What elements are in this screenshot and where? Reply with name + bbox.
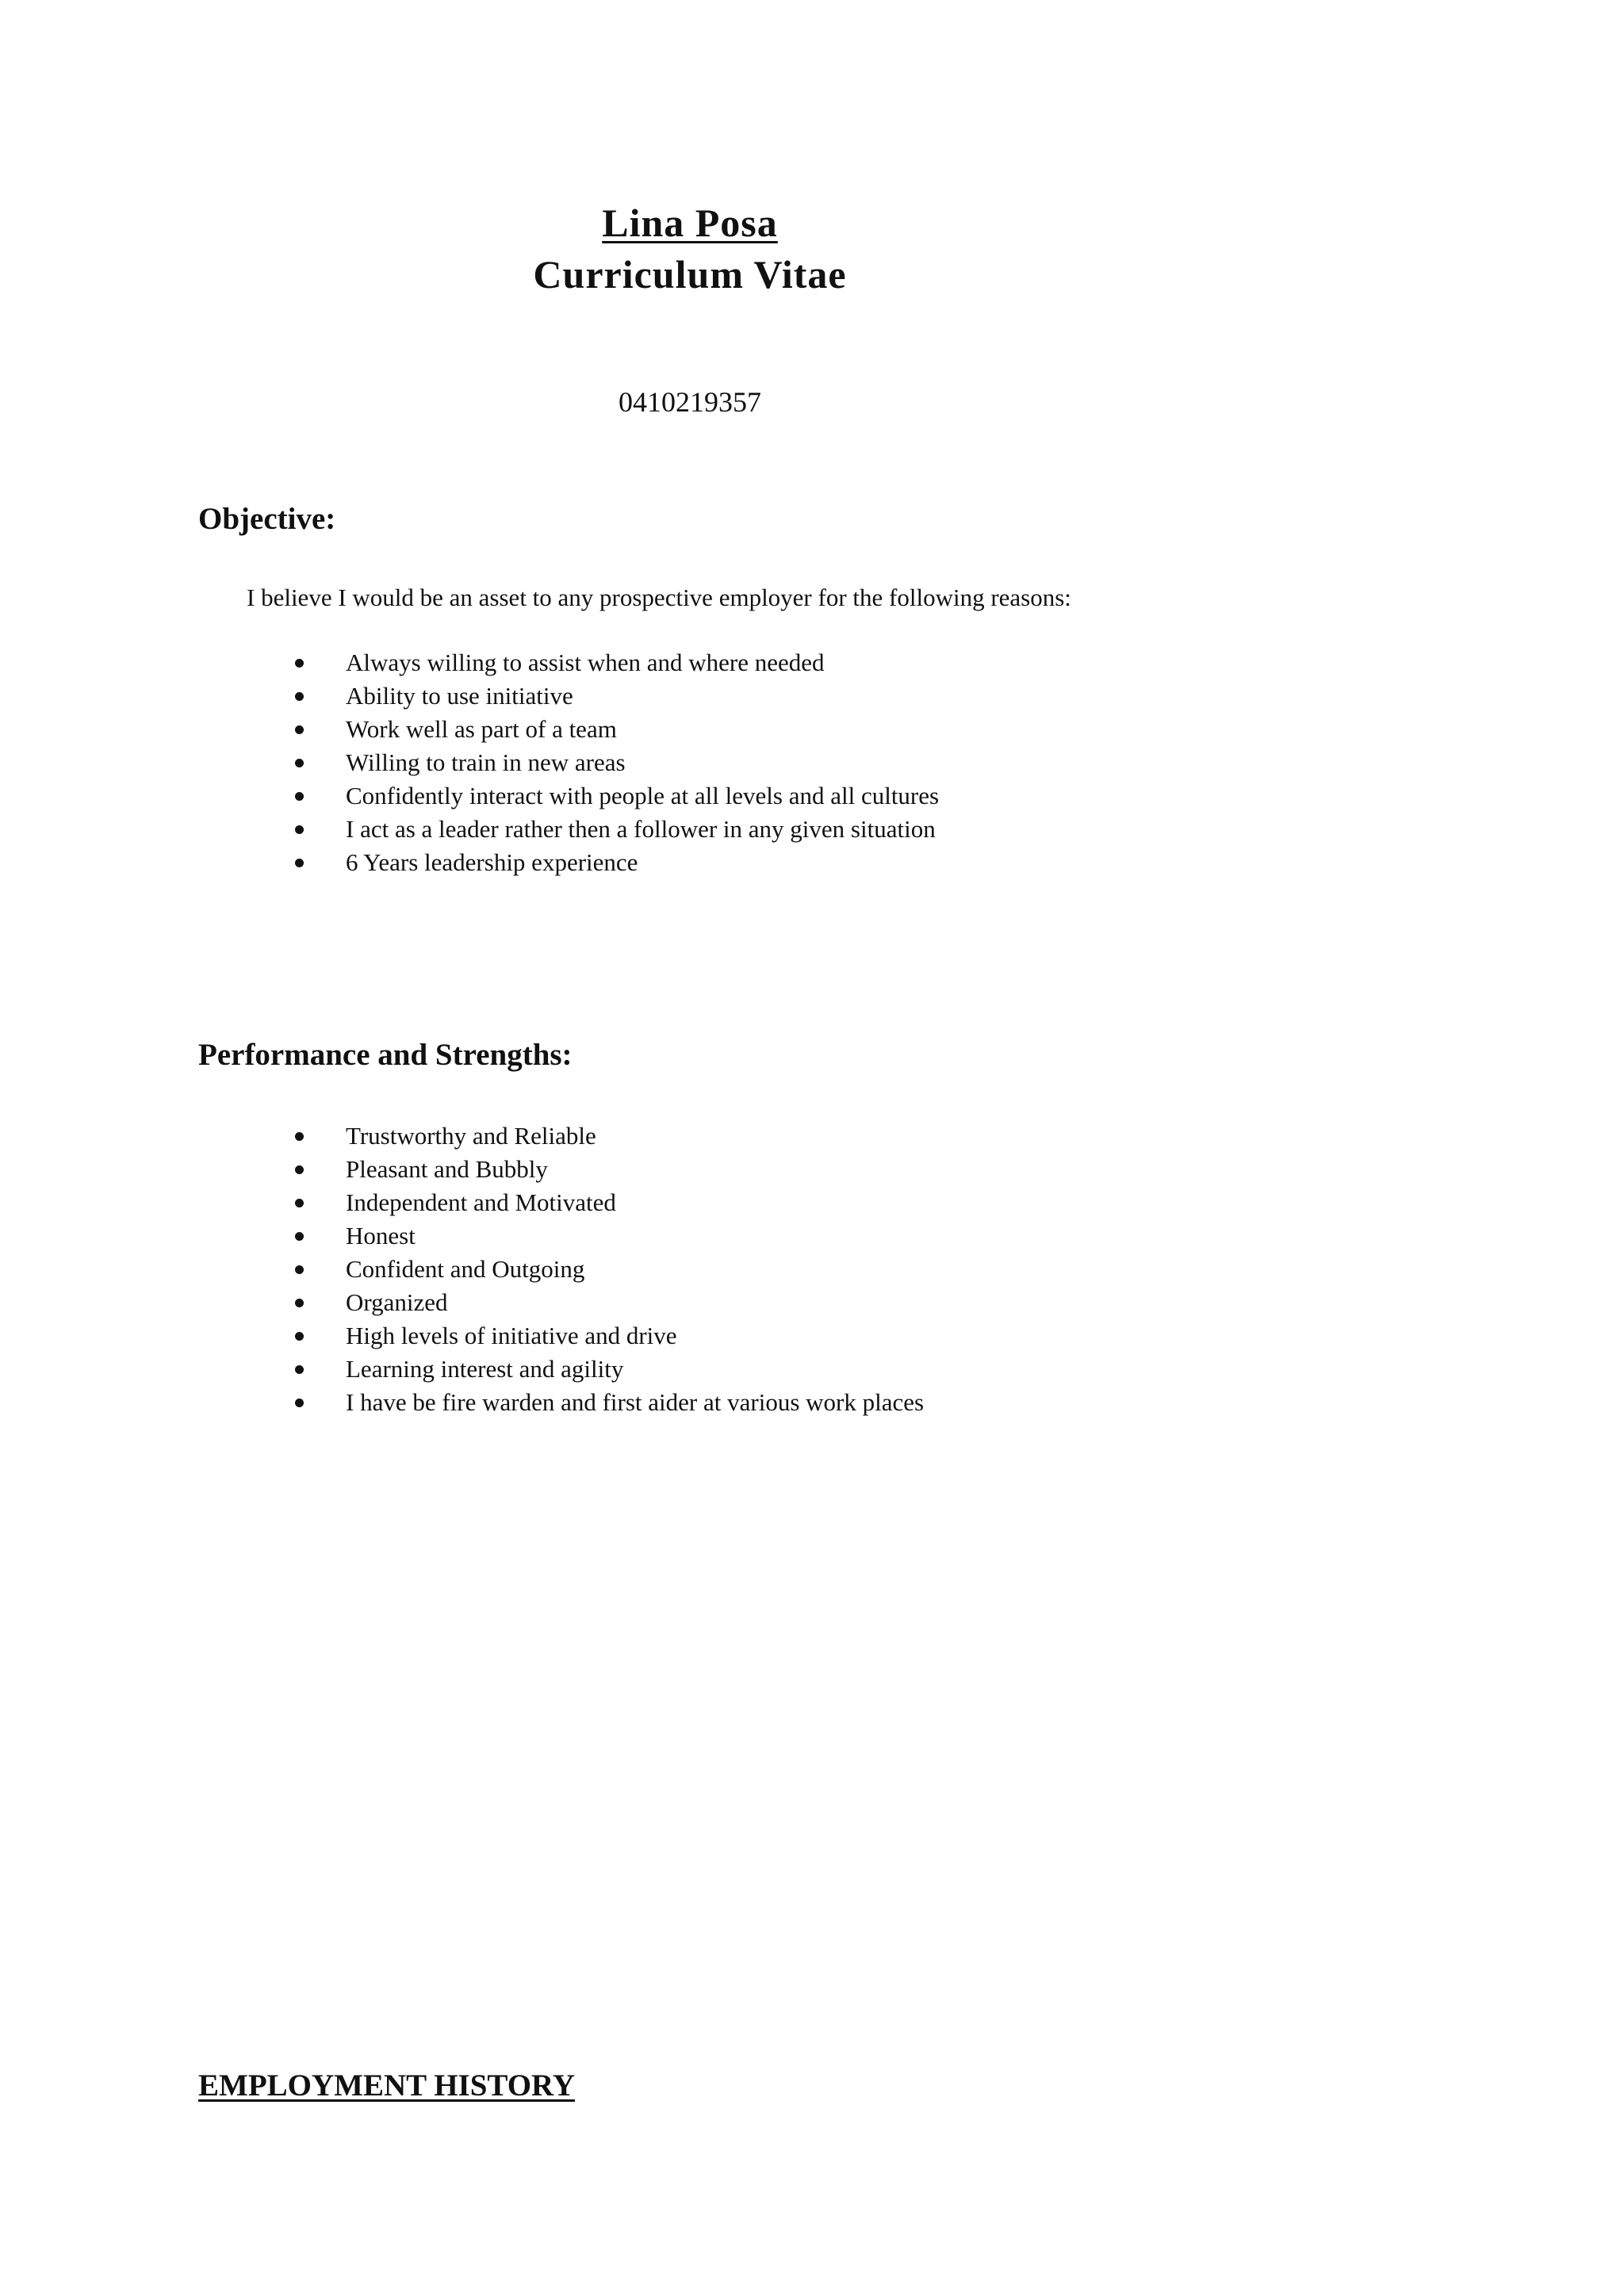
objective-item-text: Work well as part of a team bbox=[346, 715, 617, 743]
strength-item-text: Confident and Outgoing bbox=[346, 1255, 585, 1283]
bullet-icon bbox=[295, 725, 304, 734]
strength-item-text: I have be fire warden and first aider at various work places bbox=[346, 1388, 925, 1416]
bullet-icon bbox=[295, 1299, 304, 1307]
objective-item-text: Confidently interact with people at all levels and all cultures bbox=[346, 782, 940, 809]
document-title: Curriculum Vitae bbox=[533, 252, 847, 297]
strength-item-text: Organized bbox=[346, 1288, 448, 1316]
objective-item-text: Always willing to assist when and where needed bbox=[346, 649, 825, 676]
bullet-icon bbox=[295, 659, 304, 668]
bullet-icon bbox=[295, 1265, 304, 1274]
bullet-icon bbox=[295, 1165, 304, 1174]
strength-item-text: Trustworthy and Reliable bbox=[346, 1122, 596, 1150]
strength-item-text: Honest bbox=[346, 1222, 416, 1249]
strength-item-text: Pleasant and Bubbly bbox=[346, 1155, 548, 1183]
objective-item-text: Ability to use initiative bbox=[346, 682, 573, 710]
employment-history-heading: EMPLOYMENT HISTORY bbox=[198, 2068, 576, 2103]
bullet-icon bbox=[295, 759, 304, 767]
bullet-icon bbox=[295, 1365, 304, 1374]
bullet-icon bbox=[295, 692, 304, 701]
objective-intro: I believe I would be an asset to any prospective employer for the following reasons: bbox=[247, 584, 1071, 611]
strength-item-text: Learning interest and agility bbox=[346, 1355, 624, 1383]
bullet-icon bbox=[295, 1332, 304, 1341]
objective-heading: Objective: bbox=[198, 502, 336, 536]
bullet-icon bbox=[295, 859, 304, 867]
applicant-name: Lina Posa bbox=[602, 201, 778, 245]
bullet-icon bbox=[295, 1199, 304, 1207]
bullet-icon bbox=[295, 1132, 304, 1141]
objective-item-text: 6 Years leadership experience bbox=[346, 848, 638, 876]
strengths-heading: Performance and Strengths: bbox=[198, 1038, 573, 1072]
bullet-icon bbox=[295, 825, 304, 834]
bullet-icon bbox=[295, 792, 304, 801]
bullet-icon bbox=[295, 1399, 304, 1407]
bullet-icon bbox=[295, 1232, 304, 1241]
phone-number: 0410219357 bbox=[619, 386, 761, 418]
objective-item-text: Willing to train in new areas bbox=[346, 748, 626, 776]
strength-item-text: Independent and Motivated bbox=[346, 1188, 616, 1216]
objective-item-text: I act as a leader rather then a follower in any given situation bbox=[346, 815, 936, 843]
strength-item-text: High levels of initiative and drive bbox=[346, 1322, 677, 1349]
